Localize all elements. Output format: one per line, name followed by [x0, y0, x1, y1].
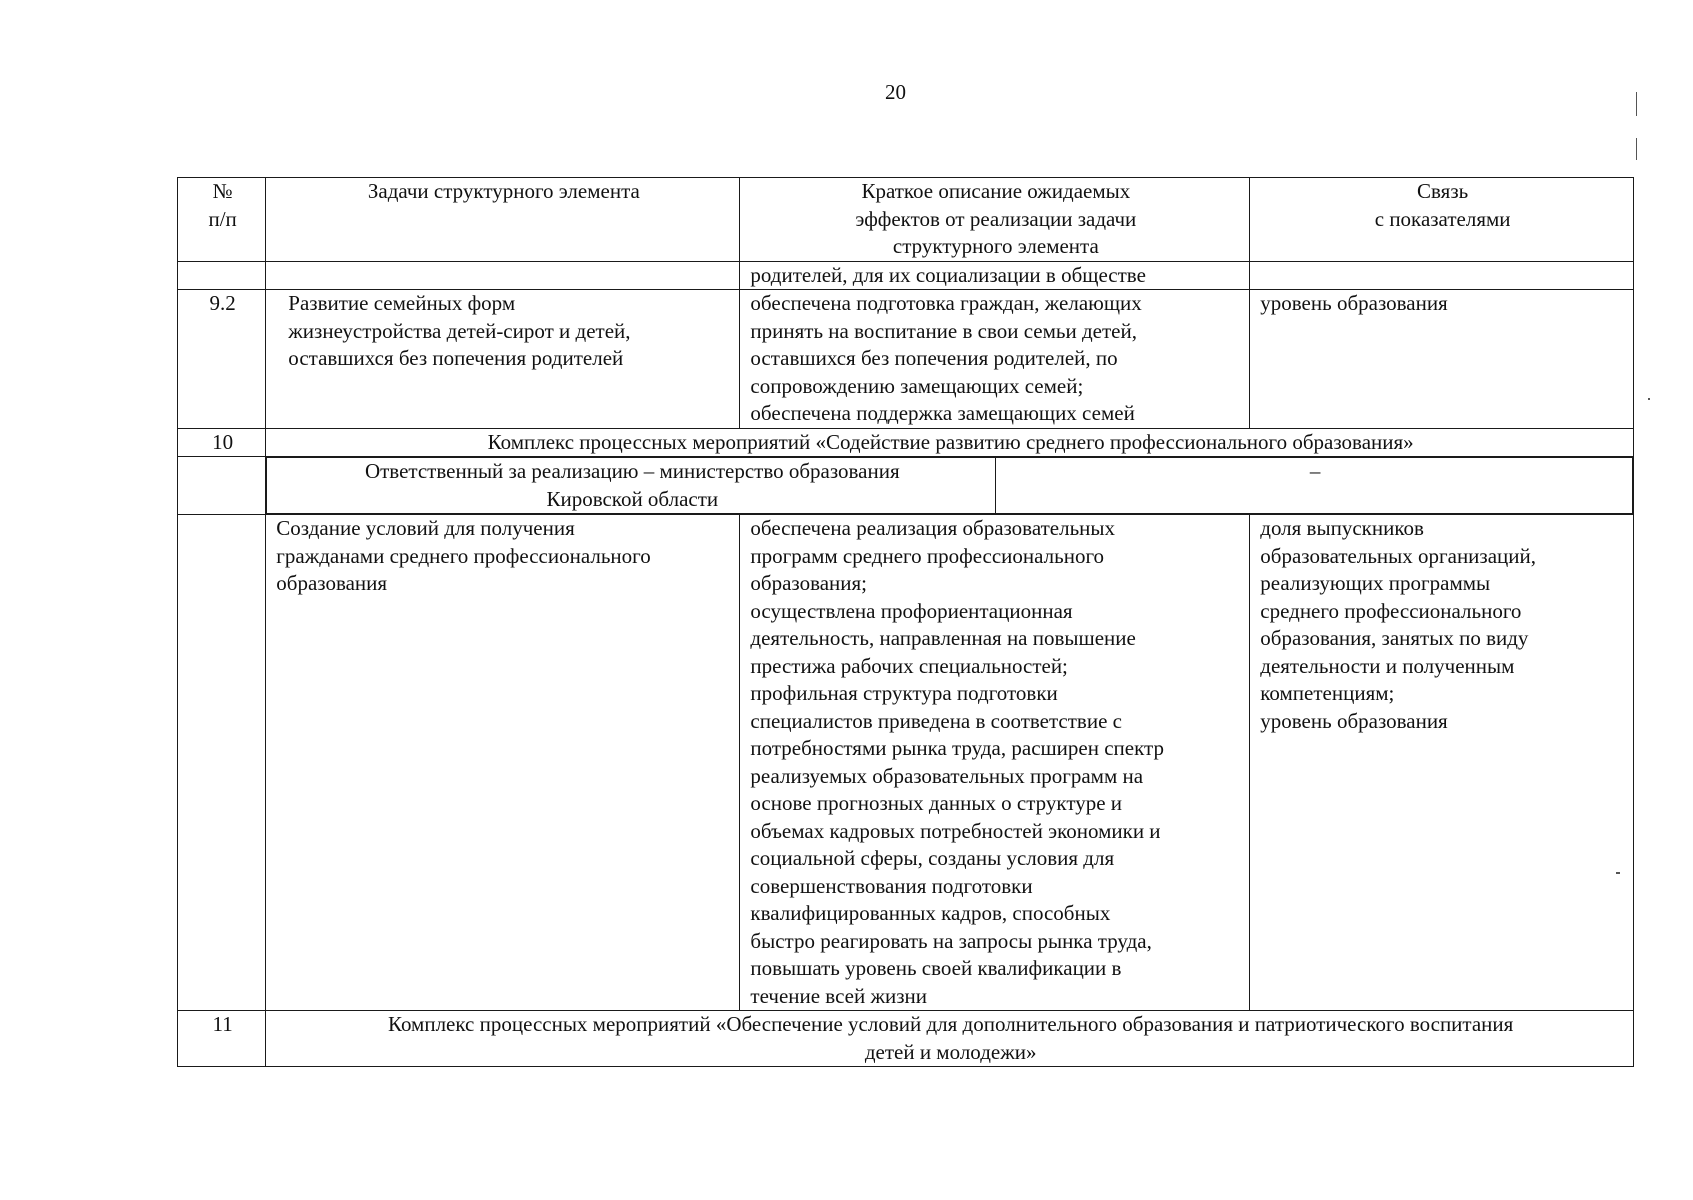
link-cell: уровень образования — [1250, 290, 1634, 429]
scan-artifact — [1648, 398, 1650, 400]
page-number: 20 — [885, 80, 906, 104]
scan-artifact — [1616, 872, 1620, 874]
section-title: Комплекс процессных мероприятий «Обеспечение условий для дополнительного образования и патриотического воспитания детей и молодежи» — [266, 1011, 1634, 1067]
table-row — [178, 261, 1634, 290]
header-tasks: Задачи структурного элемента — [266, 178, 740, 262]
scan-artifact — [1636, 92, 1637, 116]
measures-table — [177, 177, 1634, 1067]
row-num: 9.2 — [178, 290, 266, 429]
continued-effects: родителей, для их социализации в обществе — [740, 261, 1250, 290]
link-cell: доля выпускников образовательных организаций, реализующих программы среднего профессионального образования, занятых по виду деятельности и полученным компетенциям; уровень образования — [1250, 515, 1634, 1011]
task-cell: Развитие семейных форм жизнеустройства детей-сирот и детей, оставшихся без попечения родителей — [266, 290, 740, 429]
header-link: Связь с показателями — [1250, 178, 1634, 262]
table-row — [178, 457, 1634, 515]
header-effects: Краткое описание ожидаемых эффектов от реализации задачи структурного элемента — [740, 178, 1250, 262]
header-num: № п/п — [178, 178, 266, 262]
responsible-dash: – — [996, 458, 1633, 514]
row-num: 11 — [178, 1011, 266, 1067]
table-row — [178, 515, 1634, 1011]
table-header-row — [178, 178, 1634, 262]
table-row — [178, 290, 1634, 429]
section-title: Комплекс процессных мероприятий «Содействие развитию среднего профессионального образования» — [266, 428, 1634, 457]
responsible-row — [266, 457, 1633, 514]
table-row — [178, 1011, 1634, 1067]
row-num: 10 — [178, 428, 266, 457]
table-row — [178, 428, 1634, 457]
task-cell: Создание условий для получения гражданами среднего профессионального образования — [266, 515, 740, 1011]
responsible-text: Ответственный за реализацию – министерство образования Кировской области — [267, 458, 996, 514]
scan-artifact — [1636, 138, 1637, 160]
effects-cell: обеспечена подготовка граждан, желающих принять на воспитание в свои семьи детей, оставшихся без попечения родителей, по сопровождению замещающих семей; обеспечена поддержка замещающих семей — [740, 290, 1250, 429]
effects-cell: обеспечена реализация образовательных программ среднего профессионального образования; осуществлена профориентационная деятельность, направленная на повышение престижа рабочих специальностей; профильная структура подготовки специалистов приведена в соответствие с потребностями рынка труда, расширен спектр реализуемых образовательных программ на основе прогнозных данных о структуре и объемах кадровых потребностей экономики и социальной сферы, созданы условия для совершенствования подготовки квалифицированных кадров, способных быстро реагировать на запросы рынка труда, повышать уровень своей квалификации в течение всей жизни — [740, 515, 1250, 1011]
